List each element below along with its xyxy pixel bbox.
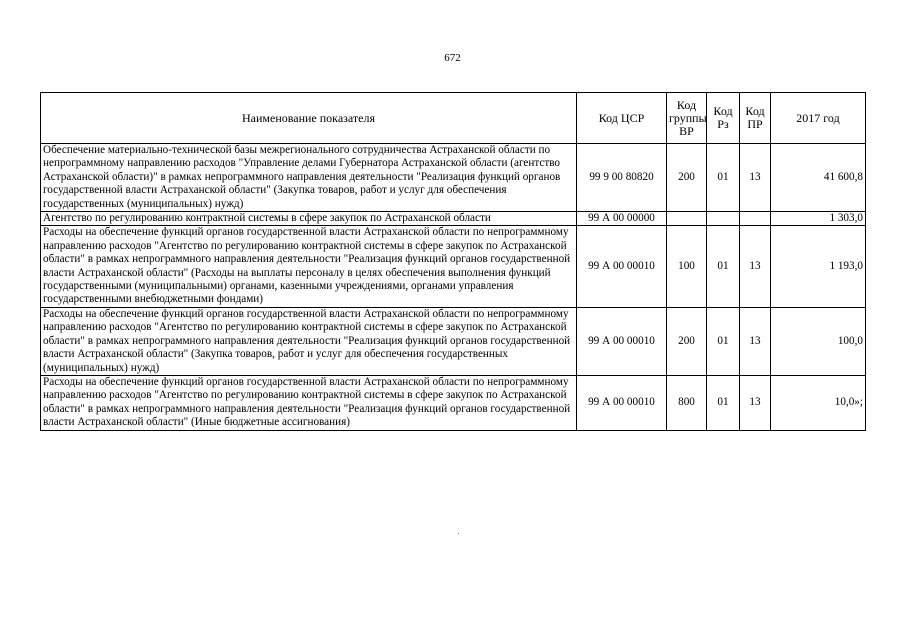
row-csr: 99 А 00 00010 (577, 226, 667, 307)
row-sum: 10,0»; (771, 375, 866, 430)
row-csr: 99 9 00 80820 (577, 144, 667, 212)
row-rz: 01 (707, 144, 740, 212)
row-pr: 13 (740, 307, 771, 375)
table-row (41, 375, 866, 430)
table-row (41, 307, 866, 375)
row-pr (740, 212, 771, 226)
row-pr: 13 (740, 375, 771, 430)
row-name: Расходы на обеспечение функций органов государственной власти Астраханской области по непрограммному направлению расходов "Агентство по регулированию контрактной системы в сфере закупок по Астраханской области" в рамках непрограммного направления деятельности "Реализация функций органов государственной власти Астраханской области" (Расходы на выплаты персоналу в целях обеспечения выполнения функций государственными (муниципальными) органами, казенными учреждениями, органами управления государственными внебюджетными фондами) (41, 226, 577, 307)
row-pr: 13 (740, 144, 771, 212)
row-sum: 1 193,0 (771, 226, 866, 307)
row-grp: 200 (667, 307, 707, 375)
row-name: Агентство по регулированию контрактной системы в сфере закупок по Астраханской области (41, 212, 577, 226)
row-grp (667, 212, 707, 226)
header-grp: Код группы ВР (667, 93, 707, 144)
header-year: 2017 год (771, 93, 866, 144)
table-row (41, 212, 866, 226)
row-rz: 01 (707, 226, 740, 307)
row-csr: 99 А 00 00010 (577, 307, 667, 375)
table-row (41, 144, 866, 212)
row-name: Обеспечение материально-технической базы межрегионального сотрудничества Астраханской области по непрограммному направлению расходов "Управление делами Губернатора Астраханской области (агентство Астраханской области)" в рамках непрограммного направления деятельности "Реализация функций органов государственной власти Астраханской области" (Закупка товаров, работ и услуг для обеспечения государственных (муниципальных) нужд) (41, 144, 577, 212)
row-sum: 100,0 (771, 307, 866, 375)
page-number: 672 (444, 52, 461, 64)
row-name: Расходы на обеспечение функций органов государственной власти Астраханской области по непрограммному направлению расходов "Агентство по регулированию контрактной системы в сфере закупок по Астраханской области" в рамках непрограммного направления деятельности "Реализация функций органов государственной власти Астраханской области" (Иные бюджетные ассигнования) (41, 375, 577, 430)
table-header-row (41, 93, 866, 144)
header-name: Наименование показателя (41, 93, 577, 144)
header-csr: Код ЦСР (577, 93, 667, 144)
row-rz (707, 212, 740, 226)
row-grp: 100 (667, 226, 707, 307)
row-grp: 200 (667, 144, 707, 212)
row-sum: 1 303,0 (771, 212, 866, 226)
row-csr: 99 А 00 00010 (577, 375, 667, 430)
row-rz: 01 (707, 307, 740, 375)
header-rz: Код Рз (707, 93, 740, 144)
row-name: Расходы на обеспечение функций органов государственной власти Астраханской области по непрограммному направлению расходов "Агентство по регулированию контрактной системы в сфере закупок по Астраханской области" в рамках непрограммного направления деятельности "Реализация функций органов государственной власти Астраханской области" (Закупка товаров, работ и услуг для обеспечения государственных (муниципальных) нужд) (41, 307, 577, 375)
header-pr: Код ПР (740, 93, 771, 144)
row-csr: 99 А 00 00000 (577, 212, 667, 226)
budget-table (40, 92, 866, 431)
scan-speck (458, 533, 459, 534)
table-row (41, 226, 866, 307)
row-pr: 13 (740, 226, 771, 307)
row-rz: 01 (707, 375, 740, 430)
row-grp: 800 (667, 375, 707, 430)
row-sum: 41 600,8 (771, 144, 866, 212)
